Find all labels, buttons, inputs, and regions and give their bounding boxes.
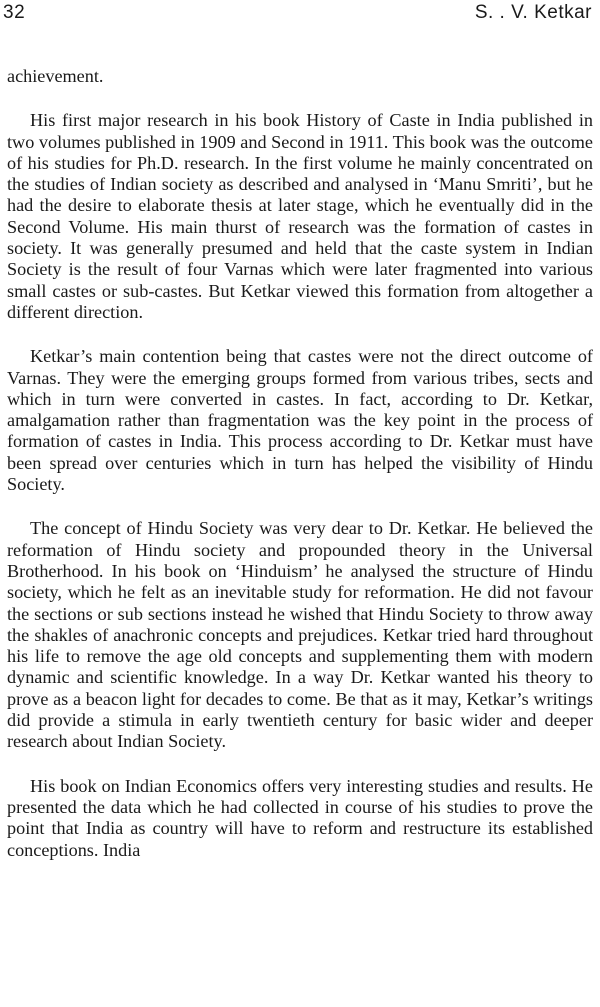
- paragraph-ketkar-contention: Ketkar’s main contention being that castes were not the direct outcome of Varnas. They were the emerging groups formed from various tribes, sects and which in turn were converted in castes. In fact, according to Dr. Ketkar, amalgamation rather than fragmentation was the key point in the process of formation of castes in India. This process according to Dr. Ketkar must have been spread over centuries which in turn has helped the visibility of Hindu Society.: [7, 346, 593, 495]
- page-number: 32: [3, 2, 26, 23]
- paragraph-hindu-society: The concept of Hindu Society was very dear to Dr. Ketkar. He believed the reformation of Hindu society and propounded theory in the Universal Brotherhood. In his book on ‘Hinduism’ he analysed the structure of Hindu society, which he felt as an inevitable study for reformation. He did not favour the sections or sub sections instead he wished that Hindu Society to throw away the shakles of anachronic concepts and prejudices. Ketkar tried hard throughout his life to remove the age old concepts and supplementing them with modern dynamic and scientific knowledge. In a way Dr. Ketkar wanted his theory to prove as a beacon light for decades to come. Be that as it may, Ketkar’s writings did provide a stimula in early twentieth century for basic wider and deeper research about Indian Society.: [7, 518, 593, 752]
- paragraph-continuation: achievement.: [7, 66, 104, 86]
- body-text: [7, 66, 593, 861]
- paragraph-indian-economics: His book on Indian Economics offers very interesting studies and results. He presented the data which he had collected in course of his studies to prove the point that India as country will have to reform and restructure its established conceptions. India: [7, 775, 593, 860]
- page-header: [0, 0, 600, 36]
- running-head: S. . V. Ketkar: [474, 2, 592, 23]
- paragraph-history-of-caste: His first major research in his book History of Caste in India published in two volumes published in 1909 and Second in 1911. This book was the outcome of his studies for Ph.D. research. In the first volume he mainly concentrated on the studies of Indian society as described and analysed in ‘Manu Smriti’, but he had the desire to elaborate thesis at later stage, which he eventually did in the Second Volume. His main thurst of research was the formation of castes in society. It was generally presumed and held that the caste system in Indian Society is the result of four Varnas which were later fragmented into various small castes or sub-castes. But Ketkar viewed this formation from altogether a different direction.: [7, 110, 593, 322]
